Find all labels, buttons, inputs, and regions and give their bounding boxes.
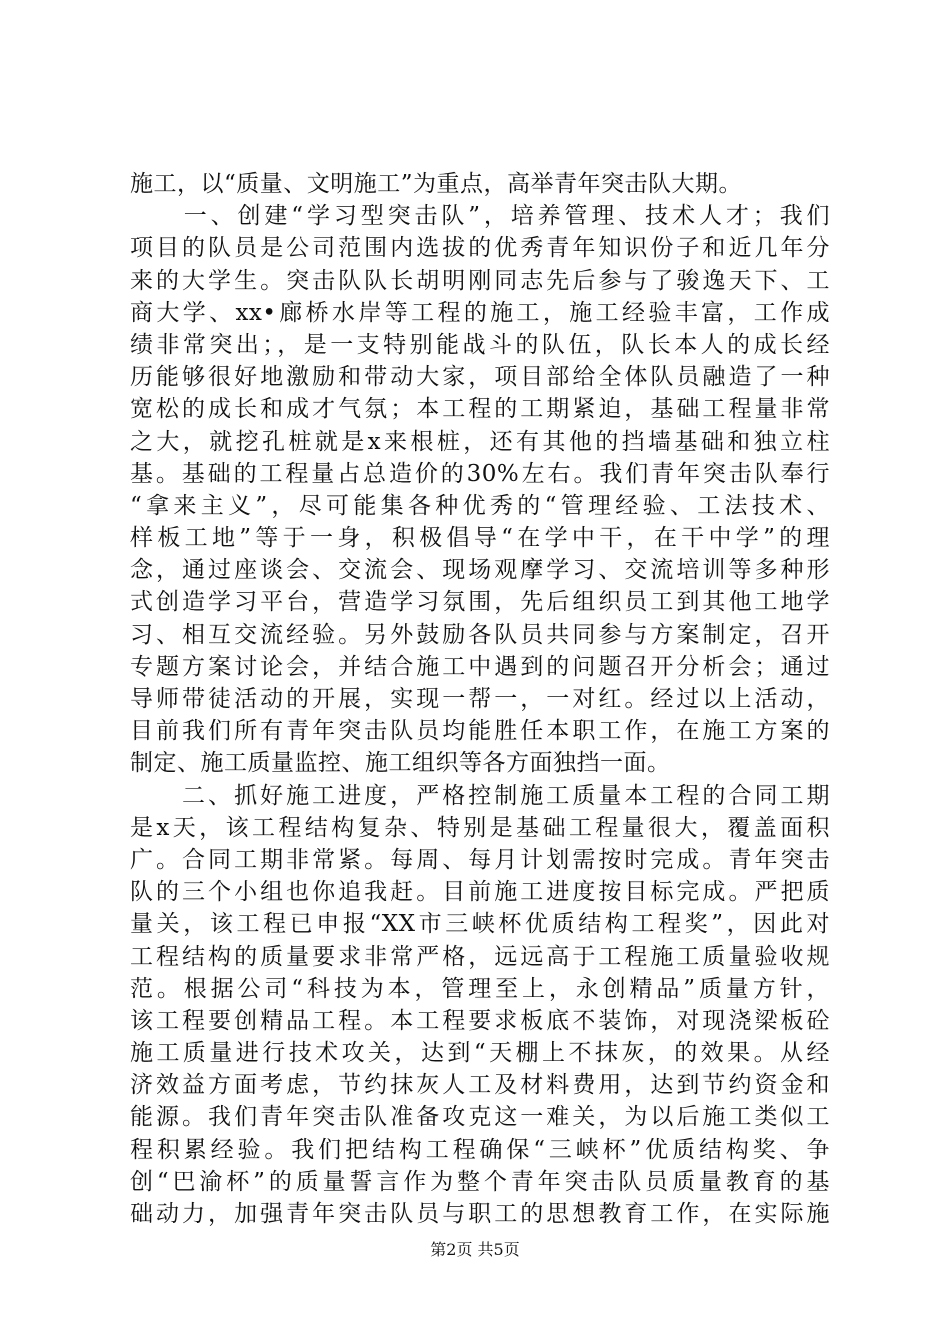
- text-line: “拿来主义”，尽可能集各种优秀的“管理经验、工法技术、: [130, 492, 830, 519]
- text-line: 历能够很好地激励和带动大家，项目部给全体队员融造了一种: [130, 364, 830, 391]
- text-line: 队的三个小组也你追我赶。目前施工进度按目标完成。严把质: [130, 879, 830, 906]
- text-line: 制定、施工质量监控、施工组织等各方面独挡一面。: [130, 750, 671, 777]
- text-line: 范。根据公司“科技为本，管理至上，永创精品”质量方针，: [130, 975, 830, 1002]
- text-line: 宽松的成长和成才气氛；本工程的工期紧迫，基础工程量非常: [130, 396, 830, 423]
- text-line: 工程结构的质量要求非常严格，远远高于工程施工质量验收规: [130, 943, 830, 970]
- text-line: 一、创建“学习型突击队”，培养管理、技术人才；我们: [130, 203, 830, 230]
- text-line: 创“巴渝杯”的质量誓言作为整个青年突击队员质量教育的基: [130, 1168, 830, 1195]
- text-line: 施工质量进行技术攻关，达到“天棚上不抹灰，的效果。从经: [130, 1040, 830, 1067]
- text-line: 式创造学习平台，营造学习氛围，先后组织员工到其他工地学: [130, 589, 830, 616]
- text-line: 绩非常突出；，是一支特别能战斗的队伍，队长本人的成长经: [130, 331, 830, 358]
- text-line: 能源。我们青年突击队准备攻克这一难关，为以后施工类似工: [130, 1104, 830, 1131]
- text-line: 量关，该工程已申报“XX市三峡杯优质结构工程奖”，因此对: [130, 911, 830, 938]
- text-line: 广。合同工期非常紧。每周、每月计划需按时完成。青年突击: [130, 846, 830, 873]
- text-line: 基。基础的工程量占总造价的30%左右。我们青年突击队奉行: [130, 460, 830, 487]
- text-line: 来的大学生。突击队队长胡明刚同志先后参与了骏逸天下、工: [130, 267, 830, 294]
- text-line: 程积累经验。我们把结构工程确保“三峡杯”优质结构奖、争: [130, 1136, 830, 1163]
- text-line: 该工程要创精品工程。本工程要求板底不装饰，对现浇梁板砼: [130, 1007, 830, 1034]
- document-body: [130, 168, 830, 1230]
- page-number-footer: 第2页 共5页: [430, 1240, 520, 1259]
- text-line: 商大学、xx•廊桥水岸等工程的施工，施工经验丰富，工作成: [130, 299, 830, 326]
- text-line: 项目的队员是公司范围内选拔的优秀青年知识份子和近几年分: [130, 235, 830, 262]
- text-line: 础动力，加强青年突击队员与职工的思想教育工作，在实际施: [130, 1201, 830, 1227]
- text-line: 专题方案讨论会，并结合施工中遇到的问题召开分析会；通过: [130, 653, 830, 680]
- text-line: 念，通过座谈会、交流会、现场观摩学习、交流培训等多种形: [130, 557, 830, 584]
- text-line: 二、抓好施工进度，严格控制施工质量本工程的合同工期: [130, 782, 830, 809]
- text-line: 施工，以“质量、文明施工”为重点，高举青年突击队大期。: [130, 171, 743, 197]
- text-line: 是x天，该工程结构复杂、特别是基础工程量很大，覆盖面积: [130, 814, 830, 841]
- text-line: 样板工地”等于一身，积极倡导“在学中干，在干中学”的理: [130, 525, 830, 552]
- text-line: 导师带徒活动的开展，实现一帮一，一对红。经过以上活动，: [130, 686, 830, 712]
- text-line: 济效益方面考虑，节约抹灰人工及材料费用，达到节约资金和: [130, 1072, 830, 1099]
- text-line: 目前我们所有青年突击队员均能胜任本职工作，在施工方案的: [130, 718, 830, 745]
- text-line: 习、相互交流经验。另外鼓励各队员共同参与方案制定，召开: [130, 621, 830, 648]
- text-line: 之大，就挖孔桩就是x来根桩，还有其他的挡墙基础和独立柱: [130, 428, 830, 455]
